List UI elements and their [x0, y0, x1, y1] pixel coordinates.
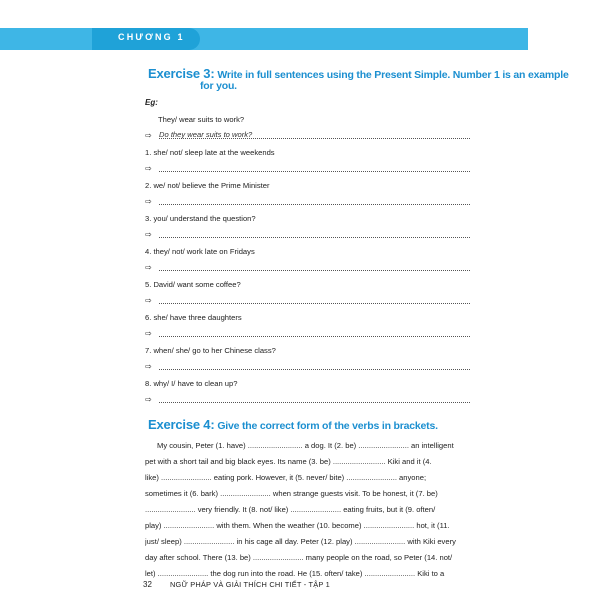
exercise-4-paragraph — [145, 438, 475, 582]
answer-line — [159, 270, 470, 271]
exercise-4-number: Exercise 4: — [148, 417, 215, 432]
exercise-4-instruction: Give the correct form of the verbs in brackets. — [217, 420, 438, 432]
arrow-icon: ⇨ — [145, 197, 152, 206]
exercise-3-title — [148, 66, 569, 81]
paragraph-line: sometimes it (6. bark) ........................ when strange guests visit. To be honest, it (7. be) — [145, 489, 438, 498]
arrow-icon: ⇨ — [145, 164, 152, 173]
exercise-3-instruction: Write in full sentences using the Present Simple. Number 1 is an example — [217, 69, 569, 81]
paragraph-line: like) ........................ eating pork. However, it (5. never/ bite) ........................ anyone; — [145, 473, 427, 482]
paragraph-line: ........................ very friendly. It (8. not/ like) ........................ eating fruits, but it (9. often/ — [145, 505, 436, 514]
paragraph-line: My cousin, Peter (1. have) .......................... a dog. It (2. be) ........................ an intelligent — [157, 441, 454, 450]
exercise-item: 5. David/ want some coffee? — [145, 280, 241, 289]
arrow-icon: ⇨ — [145, 131, 152, 140]
answer-line — [159, 237, 470, 238]
paragraph-line: pet with a short tail and big black eyes. Its name (3. be) ......................... Kiki and it (4. — [145, 457, 432, 466]
answer-line — [159, 204, 470, 205]
paragraph-line: let) ........................ the dog run into the road. He (15. often/ take) ........................ Kiki to a — [145, 569, 445, 578]
answer-row[interactable] — [145, 198, 470, 208]
arrow-icon: ⇨ — [145, 230, 152, 239]
exercise-item: 2. we/ not/ believe the Prime Minister — [145, 181, 270, 190]
answer-line — [159, 336, 470, 337]
exercise-item: 7. when/ she/ go to her Chinese class? — [145, 346, 276, 355]
answer-line — [159, 303, 470, 304]
exercise-item: 4. they/ not/ work late on Fridays — [145, 247, 255, 256]
answer-row[interactable] — [145, 165, 470, 175]
answer-row[interactable] — [145, 297, 470, 307]
answer-row[interactable] — [145, 264, 470, 274]
arrow-icon: ⇨ — [145, 362, 152, 371]
answer-line — [159, 171, 470, 172]
example-answer-row — [145, 132, 470, 142]
page-number: 32 — [143, 580, 152, 589]
arrow-icon: ⇨ — [145, 296, 152, 305]
answer-line — [159, 402, 470, 403]
chapter-header-band — [0, 28, 528, 50]
arrow-icon: ⇨ — [145, 263, 152, 272]
exercise-item: 1. she/ not/ sleep late at the weekends — [145, 148, 275, 157]
exercise-item: 8. why/ I/ have to clean up? — [145, 379, 238, 388]
example-answer: Do they wear suits to work? — [159, 130, 253, 139]
example-label: Eg: — [145, 98, 158, 107]
example-prompt: They/ wear suits to work? — [158, 115, 245, 124]
exercise-4-title — [148, 417, 438, 432]
answer-row[interactable] — [145, 231, 470, 241]
exercise-3-instruction-cont: for you. — [200, 80, 237, 92]
paragraph-line: just/ sleep) ........................ in his cage all day. Peter (12. play) ........................ with Kiki every — [145, 537, 456, 546]
exercise-3-number: Exercise 3: — [148, 66, 215, 81]
answer-row[interactable] — [145, 396, 470, 406]
answer-row[interactable] — [145, 330, 470, 340]
paragraph-line: play) ........................ with them. When the weather (10. become) ........................ hot, it (11. — [145, 521, 450, 530]
arrow-icon: ⇨ — [145, 395, 152, 404]
book-title: NGỮ PHÁP VÀ GIẢI THÍCH CHI TIẾT - TẬP 1 — [170, 580, 330, 589]
answer-row[interactable] — [145, 363, 470, 373]
exercise-item: 3. you/ understand the question? — [145, 214, 256, 223]
answer-line — [159, 369, 470, 370]
chapter-label: CHƯƠNG 1 — [118, 32, 185, 42]
paragraph-line: day after school. There (13. be) ........................ many people on the road, so Peter (14. not/ — [145, 553, 453, 562]
arrow-icon: ⇨ — [145, 329, 152, 338]
exercise-item: 6. she/ have three daughters — [145, 313, 242, 322]
